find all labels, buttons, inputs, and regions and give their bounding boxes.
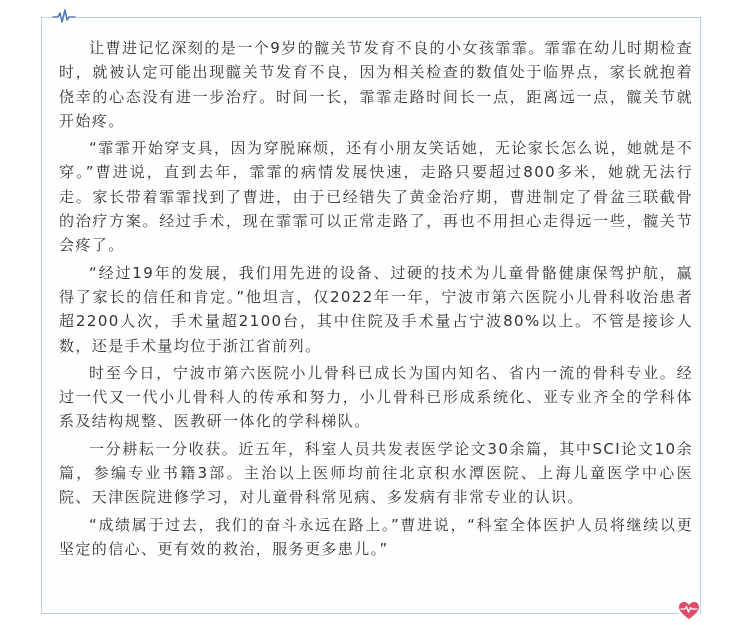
heartbeat-pulse-icon [52,8,76,26]
paragraph: “经过19年的发展，我们用先进的设备、过硬的技术为儿童骨骼健康保驾护航，赢得了家长的信任和肯定。”他坦言，仅2022年一年，宁波市第六医院小儿骨科收治患者超2200人次，手术量超2100台，其中住院及手术量占宁波80%以上。不管是接诊人数，还是手术量均位于浙江省前列。 [59,263,693,355]
paragraph: “霏霏开始穿支具，因为穿脱麻烦，还有小朋友笑话她，无论家长怎么说，她就是不穿。”曹进说，直到去年，霏霏的病情发展快速，走路只要超过800多米，她就无法行走。家长带着霏霏找到了曹进，由于已经错失了黄金治疗期，曹进制定了骨盆三联截骨的治疗方案。经过手术，现在霏霏可以正常走路了，再也不用担心走得远一些，髋关节会疼了。 [59,139,693,255]
paragraph: 让曹进记忆深刻的是一个9岁的髋关节发育不良的小女孩霏霏。霏霏在幼儿时期检查时，就被认定可能出现髋关节发育不良，因为相关检查的数值处于临界点，家长就抱着侥幸的心态没有进一步治疗。时间一长，霏霏走路时间长一点，距离远一点，髋关节就开始疼。 [59,39,693,130]
medical-heart-icon [678,601,700,621]
paragraph: 一分耕耘一分收获。近五年，科室人员共发表医学论文30余篇，其中SCI论文10余篇，参编专业书籍3部。主治以上医师均前往北京积水潭医院、上海儿童医学中心医院、天津医院进修学习，对儿童骨科常见病、多发病有非常专业的认识。 [59,439,693,507]
paragraph: “成绩属于过去，我们的奋斗永远在路上。”曹进说，“科室全体医护人员将继续以更坚定的信心、更有效的救治，服务更多患儿。” [59,515,693,558]
paragraph: 时至今日，宁波市第六医院小儿骨科已成长为国内知名、省内一流的骨科专业。经过一代又一代小儿骨科人的传承和努力，小儿骨科已形成系统化、亚专业齐全的学科体系及结构规整、医教研一体化的学科梯队。 [59,363,693,431]
article-body [59,36,693,564]
